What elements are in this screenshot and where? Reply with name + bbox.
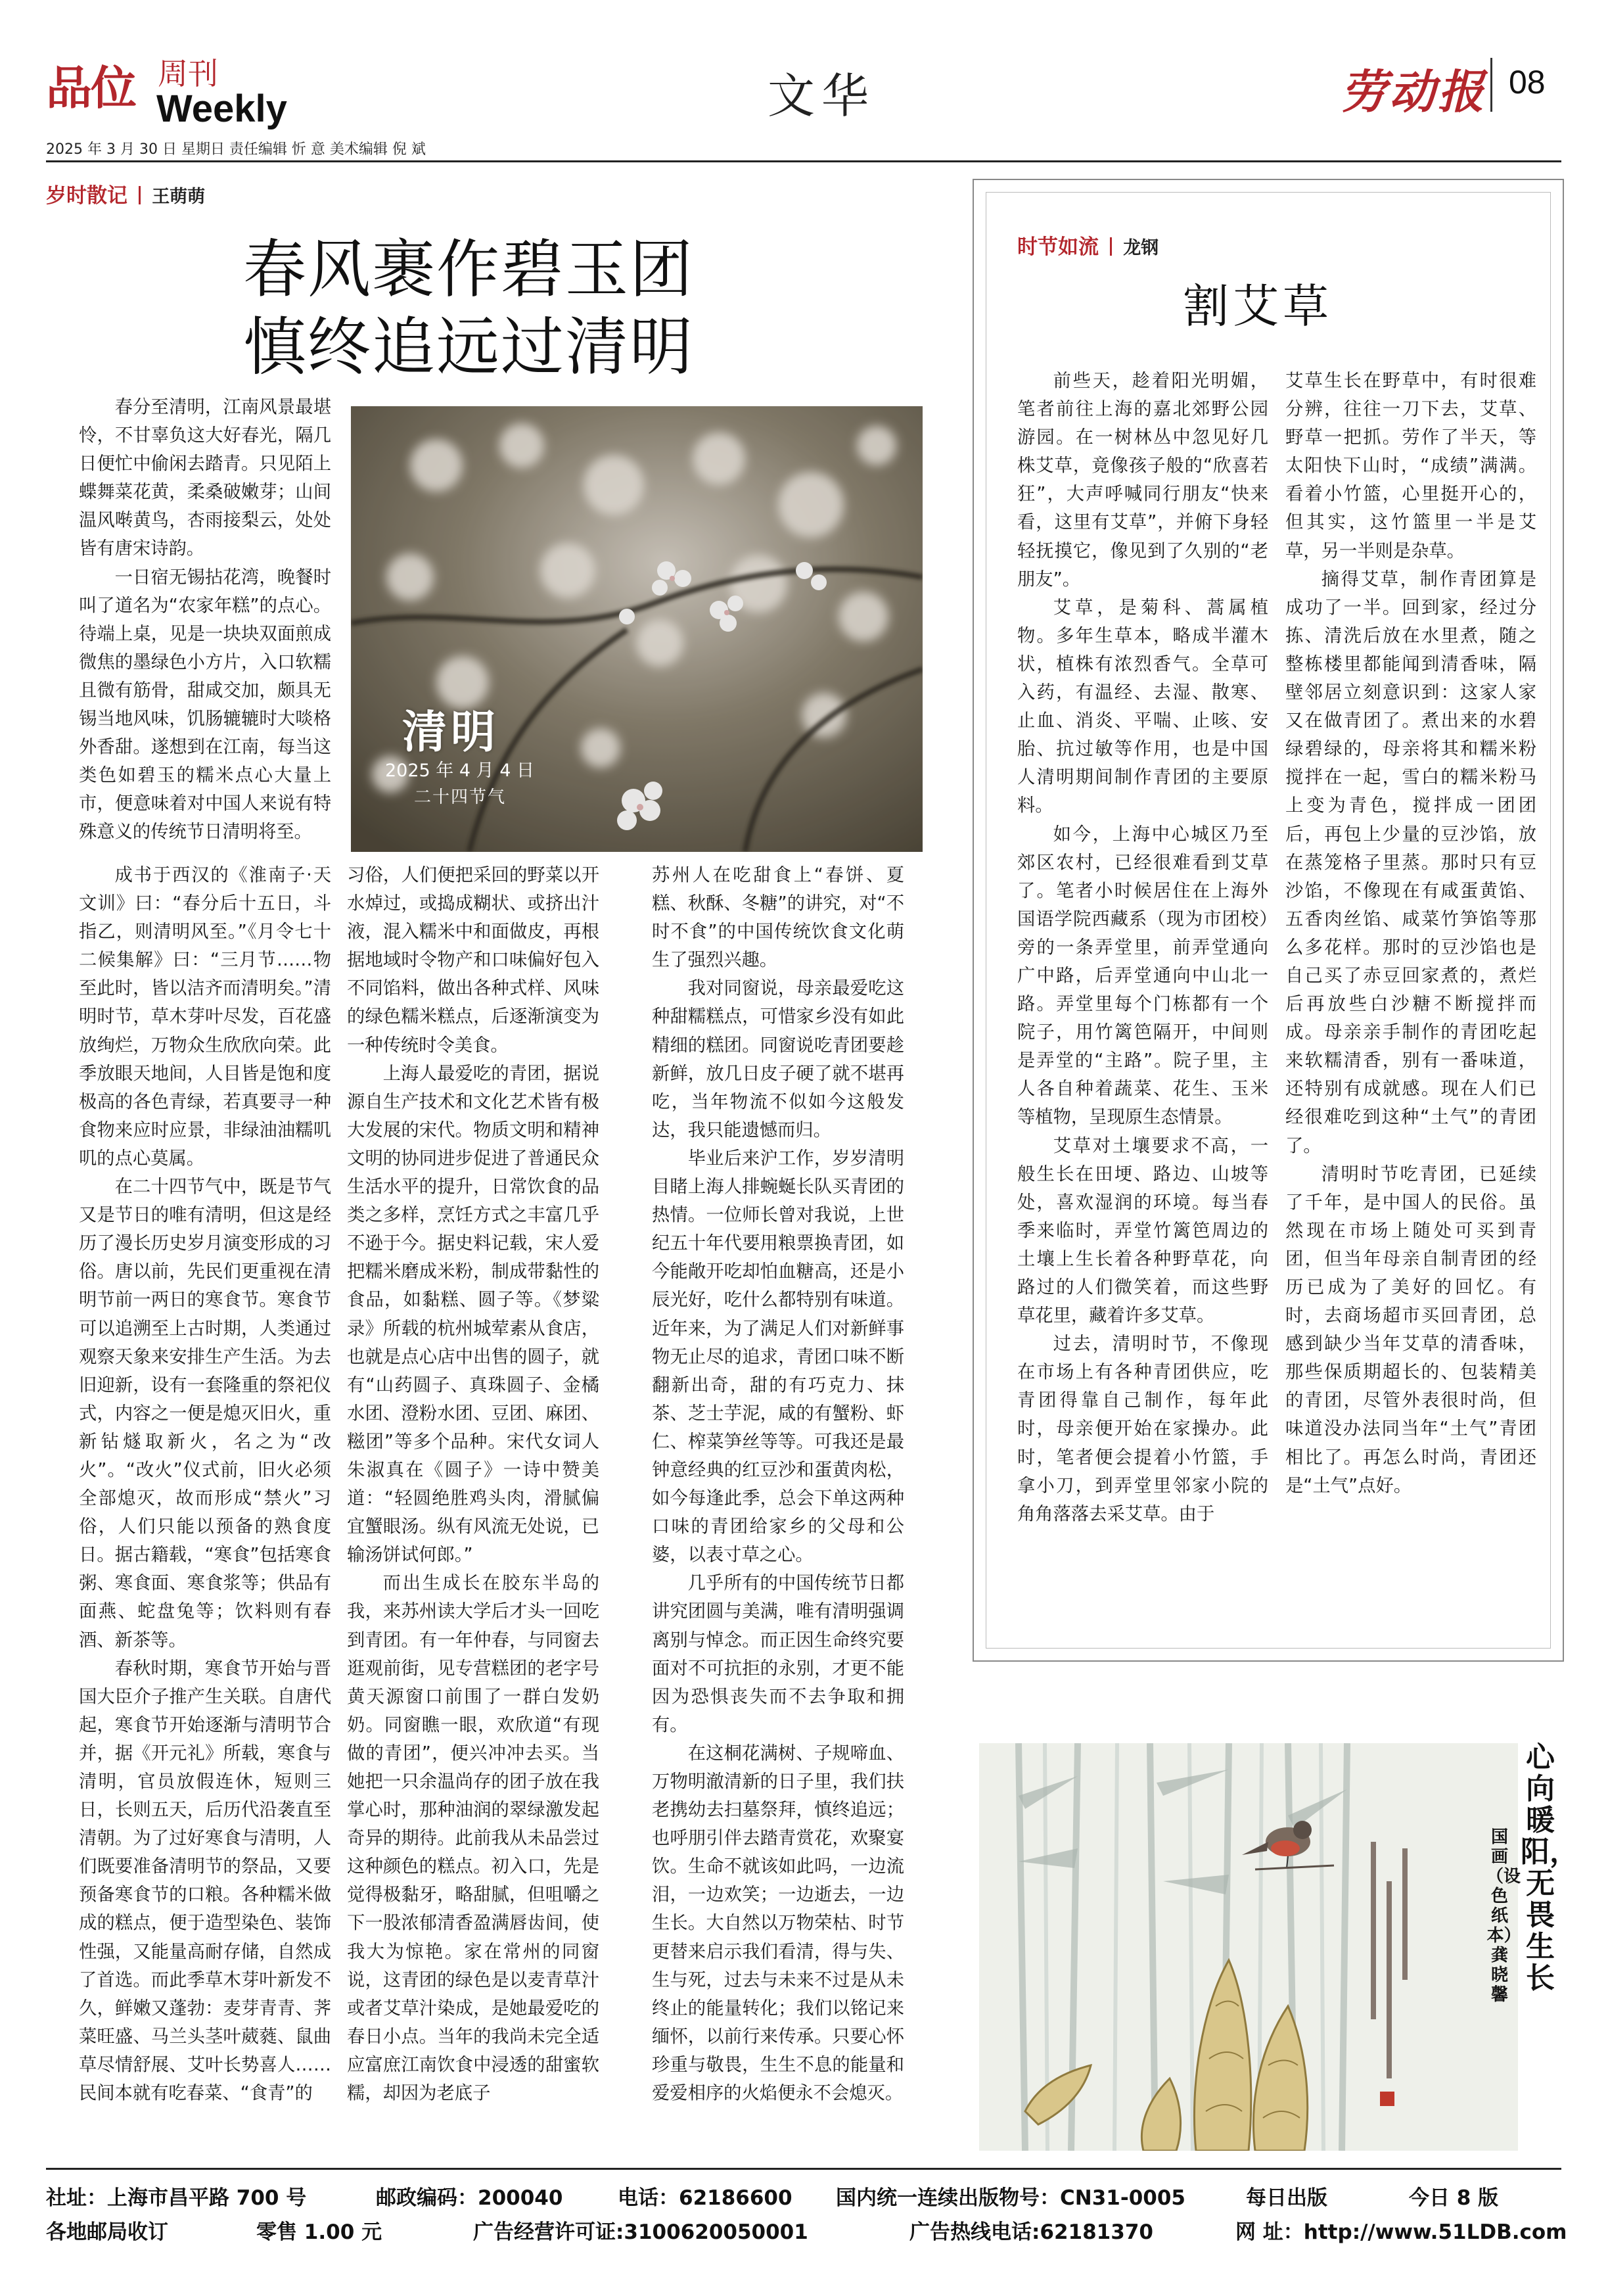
bamboo-shoot-painting (979, 1743, 1521, 2151)
paragraph: 在这桐花满树、子规啼血、万物明澈清新的日子里，我们扶老携幼去扫墓祭拜，慎终追远；也呼朋引伴去踏青赏花，欢聚宴饮。生命不就该如此吗，一边流泪，一边欢笑；一边逝去，一边生长。大自然以万物荣枯、时节更替来启示我们看清，得与失、生与死，过去与未来不过是从未终止的能量转化；我们以铭记来缅怀，以前行来传承。只要心怀珍重与敬畏，生生不息的能量和爱爱相序的火焰便永不会熄灭。 (652, 1743, 904, 2104)
footer-ad-hotline: 广告热线电话:62181370 (909, 2220, 1153, 2244)
paragraph: 而出生成长在胶东半岛的我，来苏州读大学后才头一回吃到青团。有一年仲春，与同窗去逛观前街，见专营糕团的老字号黄天源窗口前围了一群白发奶奶。同窗瞧一眼，欢欣道“有现做的青团”，便兴冲冲去买。当她把一只余温尚存的团子放在我掌心时，那种油润的翠绿激发起奇异的期待。此前我从未品尝过这种颜色的糕点。初入口，先是觉得极黏牙，略甜腻，但咀嚼之下一股浓郁清香盈满唇齿间，使我大为惊艳。家在常州的同窗说，这青团的绿色是以麦青草汁或者艾草汁染成，是她最爱吃的春日小点。当年的我尚未完全适应富庶江南饮食中浸透的甜蜜软糯，却因为老底子 (347, 1573, 599, 2104)
footer-subscription: 各地邮局收订 (46, 2220, 168, 2244)
paragraph: 如今，上海中心城区乃至郊区农村，已经很难看到艾草了。笔者小时候居住在上海外国语学院西藏系（现为市团校）旁的一条弄堂里，前弄堂通向广中路，后弄堂通向中山北一路。弄堂里每个门栋都有一个院子，用竹篱笆隔开，中间则是弄堂的“主路”。院子里，主人各自种着蔬菜、花生、玉米等植物，呈现原生态情景。 (1017, 824, 1268, 1128)
paragraph: 艾草，是菊科、蒿属植物。多年生草本，略成半灌木状，植株有浓烈香气。全草可入药，有温经、去湿、散寒、止血、消炎、平喘、止咳、安胎、抗过敏等作用，也是中国人清明期间制作青团的主要原料。 (1017, 597, 1268, 816)
right-article-title: 割艾草 (1183, 279, 1333, 333)
footer-price: 零售 1.00 元 (256, 2220, 382, 2244)
brand-weekly-en: Weekly (156, 87, 287, 130)
paragraph: 摘得艾草，制作青团算是成功了一半。回到家，经过分拣、清洗后放在水里煮，随之整栋楼里都能闻到清香味，隔壁邻居立刻意识到：这家人家又在做青团了。煮出来的水碧绿碧绿的，母亲将其和糯米粉搅拌在一起，雪白的糯米粉马上变为青色，搅拌成一团团后，再包上少量的豆沙馅，放在蒸笼格子里蒸。那时只有豆沙馅，不像现在有咸蛋黄馅、五香肉丝馅、咸菜竹笋馅等那么多花样。那时的豆沙馅也是自己买了赤豆回家煮的，煮烂后再放些白沙糖不断搅拌而成。母亲亲手制作的青团吃起来软糯清香，别有一番味道，还特别有成就感。现在人们已经很难吃到这种“土气”的青团了。 (1285, 569, 1536, 1156)
photo-title: 清明 (402, 707, 500, 759)
artwork-caption: 国画（设色纸本）龚晓馨 (1486, 1827, 1521, 2005)
paragraph: 过去，清明时节，不像现在市场上有各种青团供应，吃青团得靠自己制作，每年此时，母亲便开始在家操办。此时，笔者便会提着小竹篮，手拿小刀，到弄堂里邻家小院的角角落落去采艾草。由于 (1017, 1334, 1268, 1524)
artwork-title: 心向暖阳，无畏生长 (1521, 1741, 1578, 1995)
paragraph: 成书于西汉的《淮南子·天文训》曰：“春分后十五日，斗指乙，则清明风至。”《月令七十二候集解》曰：“三月节……物至此时，皆以洁齐而清明矣。”清明时节，草木芽叶尽发，百花盛放绚烂，万物众生欣欣向荣。此季放眼天地间，人目皆是饱和度极高的各色青绿，若真要寻一种食物来应时应景，非绿油油糯叽叽的点心莫属。 (79, 865, 331, 1169)
footer-pages: 今日 8 版 (1409, 2186, 1499, 2210)
paragraph: 几乎所有的中国传统节日都讲究团圆与美满，唯有清明强调离别与悼念。而正因生命终究要面对不可抗拒的永别，才更不能因为恐惧丧失而不去争取和拥有。 (652, 1573, 904, 1735)
dateline: 2025 年 3 月 30 日 星期日 责任编辑 忻 意 美术编辑 倪 斌 (46, 141, 426, 158)
paragraph: 春分至清明，江南风景最堪怜，不甘辜负这大好春光，隔几日便忙中偷闲去踏青。只见陌上蝶舞菜花黄，柔桑破嫩芽；山间温风啭黄鸟，杏雨接梨云，处处皆有唐宋诗韵。 (79, 397, 331, 559)
section-title: 文华 (767, 68, 875, 124)
paragraph: 毕业后来沪工作，岁岁清明目睹上海人排蜿蜒长队买青团的热情。一位师长曾对我说，上世纪五十年代要用粮票换青团，如今能敞开吃却怕血糖高，还是小辰光好，吃什么都特别有味道。近年来，为了满足人们对新鲜事物无止尽的追求，青团口味不断翻新出奇，甜的有巧克力、抹茶、芝士芋泥，咸的有蟹粉、虾仁、榨菜笋丝等等。可我还是最钟意经典的红豆沙和蛋黄肉松，如今每逢此季，总会下单这两种口味的青团给家乡的父母和公婆，以表寸草之心。 (652, 1148, 904, 1566)
column-tag: 岁时散记 (46, 184, 127, 208)
paragraph: 清明时节吃青团，已延续了千年，是中国人的民俗。虽然现在市场上随处可买到青团，但当年母亲自制青团的经历已成为了美好的回忆。有时，去商场超市买回青团，总感到缺少当年艾草的清香味，那些保质期超长的、包装精美的青团，尽管外表很时尚，但味道没办法同当年“土气”青团相比了。再怎么时尚，青团还是“土气”点好。 (1285, 1163, 1536, 1496)
footer-ad-license: 广告经营许可证:3100620050001 (473, 2220, 808, 2244)
paragraph: 春秋时期，寒食节开始与晋国大臣介子推产生关联。自唐代起，寒食节开始逐渐与清明节合并，据《开元礼》所载，寒食与清明，官员放假连休，短则三日，长则五天，后历代沿袭直至清朝。为了过好寒食与清明，人们既要准备清明节的祭品，又要预备寒食节的口粮。各种糯米做成的糕点，便于造型染色、装饰性强，又能量高耐存储，自然成了首选。而此季草木芽叶新发不久，鲜嫩又蓬勃：麦芽青青、荠菜旺盛、马兰头茎叶葳蕤、鼠曲草尽情舒展、艾叶长势喜人……民间本就有吃春菜、“食青”的 (79, 1658, 331, 2104)
photo-date: 2025 年 4 月 4 日 (385, 761, 534, 781)
left-col2 (347, 861, 599, 2107)
right-column-header (1017, 230, 1159, 260)
photo-subtitle: 二十四节气 (414, 787, 507, 807)
paragraph: 前些天，趁着阳光明媚，笔者前往上海的嘉北郊野公园游园。在一树林丛中忽见好几株艾草，竟像孩子般的“欣喜若狂”，大声呼喊同行朋友“快来看，这里有艾草”，并俯下身轻轻抚摸它，像见到了久别的“老朋友”。 (1017, 371, 1268, 590)
tag-divider (1110, 237, 1112, 256)
top-rule (46, 160, 1561, 162)
right-col2 (1285, 367, 1536, 1500)
paragraph: 艾草生长在野草中，有时很难分辨，往往一刀下去，艾草、野草一把抓。劳作了半天，等太阳快下山时，“成绩”满满。看着小竹篮，心里挺开心的，但其实，这竹篮里一半是艾草，另一半则是杂草。 (1285, 371, 1536, 561)
brand-name: 品位 (46, 61, 135, 115)
paragraph: 苏州人在吃甜食上“春饼、夏糕、秋酥、冬糖”的讲究，对“不时不食”的中国传统饮食文化萌生了强烈兴趣。 (652, 865, 904, 971)
footer-website: 网 址：http://www.51LDB.com (1235, 2220, 1567, 2244)
footer-issn: 国内统一连续出版物号：CN31-0005 (836, 2186, 1185, 2210)
footer-postcode: 邮政编码：200040 (376, 2186, 563, 2210)
article-title-line1: 春风裹作碧玉团 (243, 233, 694, 306)
paragraph: 我对同窗说，母亲最爱吃这种甜糯糕点，可惜家乡没有如此精细的糕团。同窗说吃青团要趁新鲜，放几日皮子硬了就不堪再吃，当年物流不似如今这般发达，我只能遗憾而归。 (652, 978, 904, 1140)
brand-weekly-cn: 周刊 (158, 56, 218, 91)
bottom-rule (46, 2168, 1561, 2170)
paragraph: 在二十四节气中，既是节气又是节日的唯有清明，但这是经历了漫长历史岁月演变形成的习俗。唐以前，先民们更重视在清明节前一两日的寒食节。寒食节可以追溯至上古时期，人类通过观察天象来安排生产生活。为去旧迎新，设有一套隆重的祭祀仪式，内容之一便是熄灭旧火，重新钻燧取新火，名之为“改火”。“改火”仪式前，旧火必须全部熄灭，故而形成“禁火”习俗，人们只能以预备的熟食度日。据古籍载，“寒食”包括寒食粥、寒食面、寒食浆等；供品有面燕、蛇盘兔等；饮料则有春酒、新茶等。 (79, 1177, 331, 1651)
paragraph: 习俗，人们便把采回的野菜以开水焯过，或捣成糊状、或挤出汁液，混入糯米中和面做皮，再根据地域时令物产和口味偏好包入不同馅料，做出各种式样、风味的绿色糯米糕点，后逐渐演变为一种传统时令美食。 (347, 865, 599, 1056)
left-col1-top (79, 393, 331, 847)
masthead-divider (1490, 58, 1492, 112)
footer-address: 社址：上海市昌平路 700 号 (46, 2186, 307, 2210)
article-title-line2: 慎终追远过清明 (243, 310, 694, 384)
left-column-header (46, 179, 205, 208)
bamboo-shoot-icon (979, 1743, 1521, 2151)
footer-phone: 电话：62186600 (618, 2186, 793, 2210)
newspaper-logo: 劳动报 (1341, 64, 1486, 119)
paragraph: 上海人最爱吃的青团，据说源自生产技术和文化艺术皆有极大发展的宋代。物质文明和精神文明的协同进步促进了普通民众生活水平的提升，日常饮食的品类之多样，烹饪方式之丰富几乎不逊于今。据史料记载，宋人爱把糯米磨成米粉，制成带黏性的食品，如黏糕、圆子等。《梦粱录》所载的杭州城荤素从食店，也就是点心店中出售的圆子，就有“山药圆子、真珠圆子、金橘水团、澄粉水团、豆团、麻团、糍团”等多个品种。宋代女词人朱淑真在《圆子》一诗中赞美道：“轻圆绝胜鸡头肉，滑腻偏宜蟹眼汤。纵有风流无处说，已输汤饼试何郎。” (347, 1063, 599, 1566)
author-name: 龙钢 (1123, 238, 1159, 258)
footer-frequency: 每日出版 (1246, 2186, 1327, 2210)
left-col3 (652, 861, 904, 2107)
right-col1 (1017, 367, 1268, 1528)
column-tag: 时节如流 (1017, 235, 1099, 259)
author-name: 王萌萌 (152, 187, 206, 207)
paragraph: 一日宿无锡拈花湾，晚餐时叫了道名为“农家年糕”的点心。待端上桌，见是一块块双面煎成微焦的墨绿色小方片，入口软糯且微有筋骨，甜咸交加，颇具无锡当地风味，饥肠辘辘时大啖格外香甜。遂想到在江南，每当这类色如碧玉的糯米点心大量上市，便意味着对中国人来说有特殊意义的传统节日清明将至。 (79, 567, 331, 843)
left-col1-bottom (79, 861, 331, 2107)
tag-divider (139, 186, 141, 204)
paragraph: 艾草对土壤要求不高，一般生长在田埂、路边、山坡等处，喜欢湿润的环境。每当春季来临时，弄堂竹篱笆周边的土壤上生长着各种野草花，向路过的人们微笑着，而这些野草花里，藏着许多艾草。 (1017, 1135, 1268, 1326)
page-number: 08 (1509, 64, 1546, 101)
